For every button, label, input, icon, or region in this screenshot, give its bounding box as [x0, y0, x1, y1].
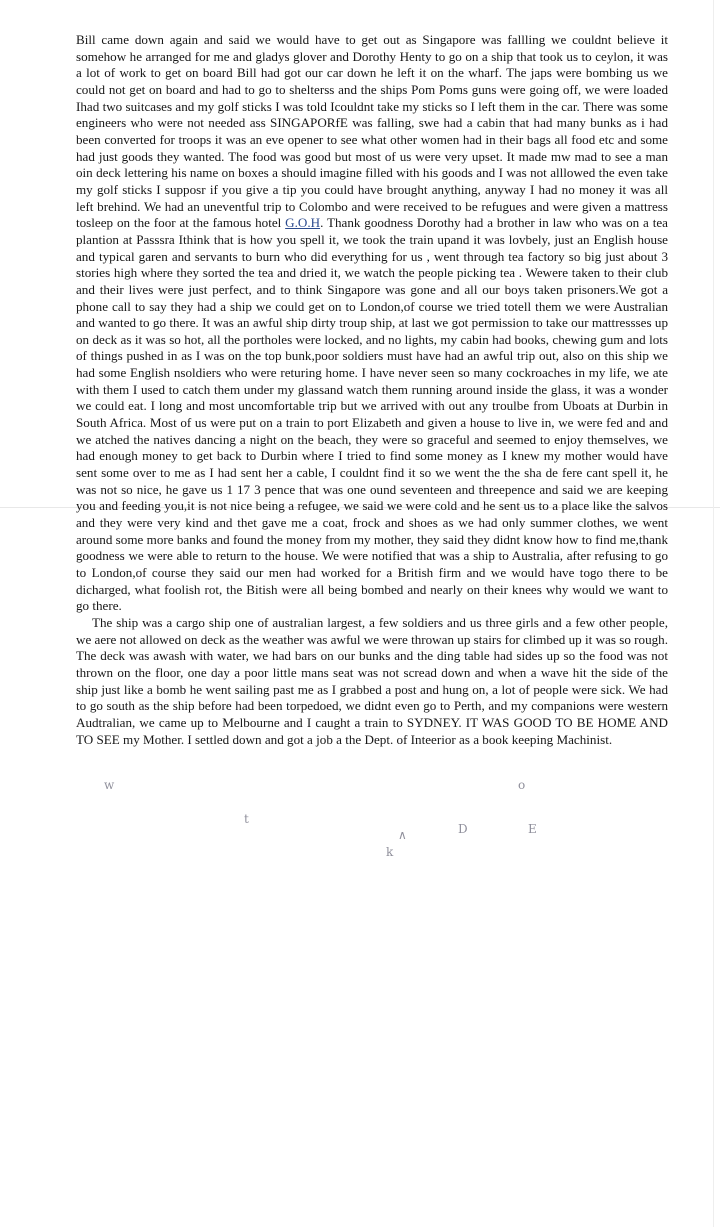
handwritten-correction-mark: w	[104, 778, 115, 792]
scan-edge-line	[713, 0, 714, 1227]
handwritten-correction-mark: E	[528, 822, 537, 836]
handwritten-correction-mark: k	[386, 845, 394, 859]
paragraph-1-text-b: . Thank goodness Dorothy had a brother in law who was on a tea plantion at Passsra Ithink that is how you spell it, we took the train upand it was lovbely, just an English house and typical garen and servants to burn who did everything for us , went through tea factory so big just about 3 stories high where they sorted the tea and dried it, we watch the people picking tea . Wewere taken to their club and their lives were just perfect, and to think Singapore was gone and all our boys taken prisoners.We got a phone call to say they had a ship we could get on to London,of course we tried totell them we were Australian and wanted to go there. It was an awful ship dirty troup ship, at last we got permission to take our mattressses up on deck as it was so hot, all the portholes were locked, and no lights, my cabin had books, chewing gum and lots of things pushed in as I was on the top bunk,poor soldiers must have had an awful trip out, also on this ship we had some English nsoldiers who were returing home. I have never seen so many cockroaches in my life, we ate with them I used to catch them under my glassand watch them running around inside the glass, it was a wonder we could eat. I long and most uncomfortable trip but we arrived with out any troulbe from Uboats at Durbin in South Africa. Most of us were put on a train to port Elizabeth and given a house to live in, we were fed and and we atched the natives dancing a night on the beach, they were so graceful and seemed to enjoy themselves, we had enough money to get back to Durbin where I tried to find some money as I knew my mother would have sent some over to me as I had sent her a cable, I couldnt find it so we went the the sha de fere cant spell it, he was not so nice, he gave us 1 17 3 pence that was one ound seventeen and threepence and said we are keeping you and feeding you,it is not nice being a refugee, we said we were cold and he sent us to a place like the salvos and they were very kind and thet gave me a coat, frock and shoes as we had only summer clothes, we went around some more banks and found the money from my mother, they said they didnt know how to find me,thank goodness we were able to return to the house. We were notified that was a ship to Australia, after refusing to go to London,of course they said our men had worked for a British firm and we would have togo there to be dicharged, what foolish rot, the Bitish were all being bombed and nearly on their knees why would we want to go there.	[76, 215, 668, 614]
letter-body	[76, 32, 668, 748]
handwritten-correction-mark: D	[458, 822, 468, 836]
handwritten-correction-mark: ∧	[398, 828, 407, 842]
paragraph-1-text-a: Bill came down again and said we would have to get out as Singapore was fallling we couldnt believe it somehow he arranged for me and gladys glover and Dorothy Henty to go on a ship that took us to ceylon, it was a lot of work to get on board Bill had got our car down he left it on the wharf. The japs were bombing us we could not get on board and had to go to shelterss and the ships Pom Poms guns were going off, we were loaded Ihad two suitcases and my golf sticks I was told Icouldnt take my sticks so I left them in the car. There was some engineers who were not needed ass SINGAPORfE was falling, swe had a cabin that had many bunks as i had been converted for troops it was an eve opener to see what other women had in their bags all food etc and some had just goods they wanted. The food was good but most of us were very upset. It made mw mad to see a man oin deck lettering his name on boxes a should imagine filled with his goods and I was not alllowed the even take my golf sticks I supposr if you give a tip you could have brought anything, anyway I had no money it was all left brehind. We had an uneventful trip to Colombo and were received to be refugues and were given a mattress tosleep on the foor at the famous hotel	[76, 32, 668, 231]
paragraph-2: The ship was a cargo ship one of australian largest, a few soldiers and us three girls and a few other people, we aere not allowed on deck as the weather was awful we were throwan up stairs for climbed up it was so rough. The deck was awash with water, we had bars on our bunks and the ding table had sides up so the food was not thrown on the floor, one day a poor little mans seat was not scread down and when a wave hit the side of the ship just like a bomb he went sailing past me as I grabbed a post and hung on, a lot of people were sick. We had to go south as the ship before had been torpedoed, we didnt even go to Perth, and my companions were western Audtralian, we came up to Melbourne and I caught a train to SYDNEY. IT WAS GOOD TO BE HOME AND TO SEE my Mother. I settled down and got a job a the Dept. of Inteerior as a book keeping Machinist.	[76, 614, 668, 747]
goh-link[interactable]: G.O.H	[285, 215, 321, 231]
handwritten-correction-mark: o	[518, 778, 526, 792]
paragraph-1	[76, 32, 668, 615]
handwritten-correction-mark: t	[244, 812, 249, 826]
